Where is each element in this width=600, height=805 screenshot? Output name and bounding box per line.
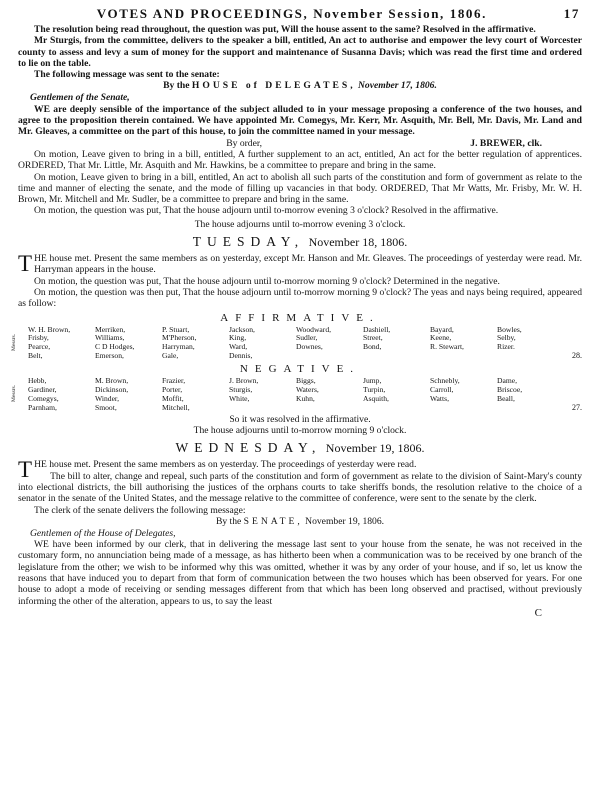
member-name: Harryman,: [162, 342, 195, 352]
member-name: Merriken,: [95, 324, 126, 334]
member-name: C D Hodges,: [95, 342, 135, 352]
adjournment-tuesday: The house adjourns until to-morrow morning 9 o'clock.: [193, 425, 407, 437]
member-name: Ward,: [229, 342, 248, 352]
affirmative-heading: AFFIRMATIVE.: [220, 311, 380, 324]
paragraph-senate-complaint: WE have been informed by our clerk, that in delivering the message last sent to your house from the senate, he was not received in the customary form, no annunciation being made of a message, as has hitherto been when a communication was to be received by one branch of the legislature from the other; we wish to be informed why this was omitted, whether it was by any order of your house, and if so, let us know the reasons that have induced you to depart from that form of communication between the two houses which has been observed for years. For one house to adopt a mode of receiving or sending messages different from that which has been long observed and practised, without previously informing the other of the alteration, appears to us, to say the least: [18, 539, 582, 607]
member-name: White,: [229, 393, 250, 403]
vote-column: [28, 326, 95, 362]
member-name: Asquith,: [363, 393, 389, 403]
member-name: Porter,: [162, 385, 183, 395]
paragraph-adjourn-motion: On motion, the question was put, That the house adjourn until to-morrow evening 3 o'clock? Resolved in the affirmative.: [34, 205, 499, 217]
member-name: Dickinson,: [95, 385, 129, 395]
member-name: M'Pherson,: [162, 333, 197, 343]
vote-column: [95, 377, 162, 413]
member-name: Dennis,: [229, 351, 253, 361]
paragraph-conference: WE are deeply sensible of the importance of the subject alluded to in your message proposing a conference of the two houses, and agree to the proposition therein contained. We have appointed Mr. Comegys, Mr. Kerr, Mr. Asquith, Mr. Bell, Mr. Davis, Mr. Land and Mr. Gleaves, a committee on the part of this house, to join the committee named in your message.: [18, 103, 582, 138]
member-name: Dashiell,: [363, 324, 391, 334]
vote-column: [363, 377, 430, 404]
paragraph-tuesday-motion-2: On motion, the question was then put, That the house adjourn until to-morrow morning 9 o'clock? The yeas and nays being required, appeared as follow:: [18, 286, 582, 310]
paragraph-apprentices: On motion, Leave given to bring in a bill, entitled, A further supplement to an act, entitled, An act for the better regulation of apprentices. ORDERED, That Mr. Little, Mr. Asquith and Mr. Hawkins, be a committee to prepare and bring in the same.: [18, 148, 582, 172]
messrs-label: Messrs.: [11, 333, 18, 351]
member-name: Woodward,: [296, 324, 332, 334]
vote-column: [162, 377, 229, 413]
paragraph-bills-sent: The bill to alter, change and repeal, such parts of the constitution and form of government as relate to the division of Saint-Mary's county into electional districts, the bill authorising the justices of the orphans courts to take sheriffs bonds, the resolution relative to the choice of a senator in the senate of the United States, and the message relative to the committee of conference, were sent to the senate by the clerk.: [18, 470, 582, 505]
member-name: Gardiner,: [28, 385, 57, 395]
member-name: J. Brown,: [229, 376, 259, 386]
member-name: P. Stuart,: [162, 324, 190, 334]
member-name: Sturgis,: [229, 385, 253, 395]
member-name: Bayard,: [430, 324, 454, 334]
member-name: Jump,: [363, 376, 382, 386]
member-name: Emerson,: [95, 351, 124, 361]
member-name: Waters,: [296, 385, 319, 395]
negative-count: 27.: [572, 402, 582, 412]
member-name: Pearce,: [28, 342, 51, 352]
paragraph-clerk-message: The clerk of the senate delivers the following message:: [34, 504, 246, 516]
vote-column: [296, 377, 363, 404]
member-name: Jackson,: [229, 324, 255, 334]
member-name: Turpin,: [363, 385, 386, 395]
clerk-signature: J. BREWER, clk.: [470, 137, 542, 149]
member-name: Mitchell,: [162, 402, 190, 412]
message-heading-house: By the HOUSE of DELEGATES, November 17, 1806.: [163, 80, 437, 92]
signature-mark: C: [534, 606, 542, 619]
member-name: Kuhn,: [296, 393, 315, 403]
vote-column: [95, 326, 162, 362]
salutation-senate: Gentlemen of the Senate,: [30, 92, 130, 104]
messrs-label: Messrs.: [11, 385, 18, 403]
vote-column: [229, 377, 296, 404]
member-name: Hebb,: [28, 376, 47, 386]
vote-column: [430, 377, 497, 404]
member-name: Dame,: [497, 376, 518, 386]
vote-column: [430, 326, 497, 353]
member-name: R. Stewart,: [430, 342, 464, 352]
member-name: Bond,: [363, 342, 382, 352]
member-name: Selby,: [497, 333, 516, 343]
by-order-line: By order, J. BREWER, clk.: [18, 138, 582, 149]
page-number: 17: [563, 6, 580, 21]
message-heading-senate: By the SENATE, November 19, 1806.: [215, 515, 385, 527]
member-name: Sudler,: [296, 333, 318, 343]
member-name: Biggs,: [296, 376, 316, 386]
day-heading-tuesday: TUESDAY, November 18, 1806.: [192, 234, 408, 250]
affirmative-votes: [11, 324, 582, 362]
vote-column: [497, 326, 564, 353]
paragraph-tuesday-motion-1: On motion, the question was put, That the house adjourn until to-morrow morning 9 o'clock? Determined in the negative.: [34, 275, 500, 287]
affirmative-count: 28.: [572, 351, 582, 361]
member-name: Gale,: [162, 351, 179, 361]
member-name: Belt,: [28, 351, 43, 361]
member-name: Parnham,: [28, 402, 57, 412]
page-header: [20, 6, 580, 22]
vote-column: [497, 377, 564, 404]
member-name: Carroll,: [430, 385, 454, 395]
vote-result: So it was resolved in the affirmative.: [229, 413, 371, 425]
member-name: Rizer.: [497, 342, 515, 352]
paragraph-resolution: The resolution being read throughout, the question was put, Will the house assent to the same? Resolved in the affirmative.: [34, 24, 536, 35]
paragraph-wednesday-met: THE house met. Present the same members as on yesterday. The proceedings of yesterday were read.: [18, 457, 417, 483]
drop-cap: T: [18, 457, 33, 483]
member-name: Winder,: [95, 393, 120, 403]
vote-column: [296, 326, 363, 353]
member-name: Moffit,: [162, 393, 184, 403]
vote-column: [363, 326, 430, 353]
paragraph-abolish-senate: On motion, Leave given to bring in a bill, entitled, An act to abolish all such parts of the constitution and form of government as relate to the time and manner of electing the senate, and the mode of filling up vacancies in that body. ORDERED, That Mr Watts, Mr. Frisby, Mr. W. H. Brown, Mr. Mitchell and Mr. Sudler, be a committee to prepare and bring in the same.: [18, 171, 582, 206]
paragraph-message-sent: The following message was sent to the senate:: [34, 69, 220, 81]
paragraph-tuesday-met: THE house met. Present the same members as on yesterday, except Mr. Hanson and Mr. Gleaves. The proceedings of yesterday were read. Mr. Harryman appears in the house.: [18, 251, 582, 277]
vote-column: [28, 377, 95, 413]
member-name: Beall,: [497, 393, 515, 403]
negative-heading: NEGATIVE.: [239, 363, 361, 376]
vote-column: [162, 326, 229, 362]
member-name: King,: [229, 333, 247, 343]
member-name: Watts,: [430, 393, 450, 403]
member-name: Smoot,: [95, 402, 117, 412]
negative-votes: [11, 376, 582, 413]
salutation-house: Gentlemen of the House of Delegates,: [30, 527, 176, 539]
member-name: Street,: [363, 333, 383, 343]
day-heading-wednesday: WEDNESDAY, November 19, 1806.: [175, 440, 425, 456]
member-name: Downes,: [296, 342, 323, 352]
vote-column: [229, 326, 296, 362]
member-name: W. H. Brown,: [28, 324, 71, 334]
member-name: Williams,: [95, 333, 125, 343]
member-name: Briscoe,: [497, 385, 523, 395]
member-name: Schnebly,: [430, 376, 460, 386]
member-name: Bowles,: [497, 324, 522, 334]
adjournment-monday: The house adjourns until to-morrow evening 3 o'clock.: [194, 218, 406, 230]
member-name: Keene,: [430, 333, 452, 343]
member-name: Comegys,: [28, 393, 59, 403]
member-name: Frisby,: [28, 333, 49, 343]
member-name: Frazier,: [162, 376, 186, 386]
paragraph-sturgis-bill: Mr Sturgis, from the committee, delivers to the speaker a bill, entitled, An act to authorise and empower the levy court of Worcester county to assess and levy a sum of money for the support and maintenance of Susanna Davis; which was read the first time and ordered to lie on the table.: [18, 35, 582, 69]
drop-cap: T: [18, 251, 33, 277]
member-name: M. Brown,: [95, 376, 129, 386]
running-title: VOTES AND PROCEEDINGS, November Session, 1806.: [96, 6, 487, 21]
